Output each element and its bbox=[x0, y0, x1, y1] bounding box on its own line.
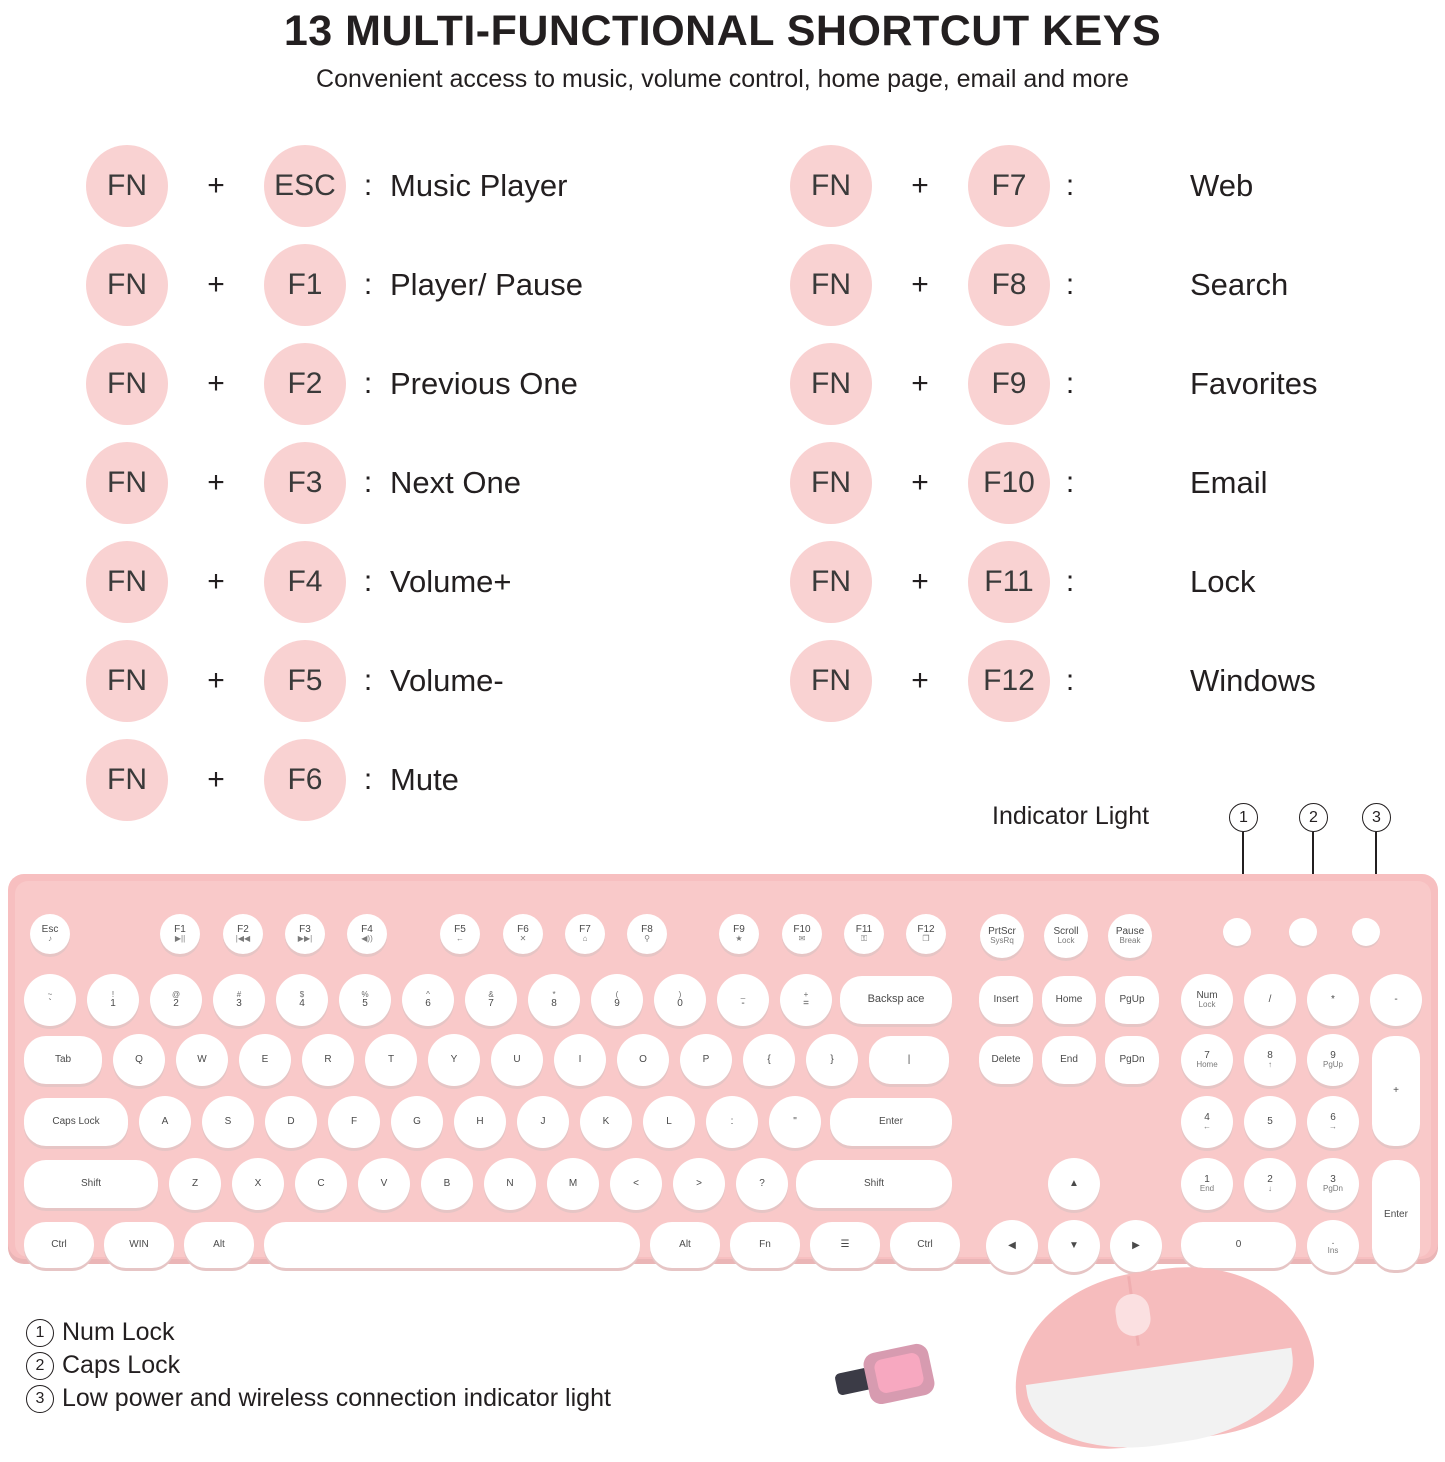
plus-sign: + bbox=[207, 267, 225, 301]
key-toplabel: # bbox=[236, 989, 242, 999]
key-d[interactable]: D bbox=[265, 1096, 317, 1148]
shortcut-column-left bbox=[86, 136, 583, 829]
key-arrow-up[interactable]: ▲ bbox=[1048, 1158, 1100, 1210]
fn-key: FN bbox=[790, 244, 872, 326]
key-sublabel: ◀)) bbox=[361, 934, 373, 944]
fn-key: FN bbox=[86, 343, 168, 425]
fn-key: FN bbox=[86, 244, 168, 326]
key-numpad-multiply[interactable]: * bbox=[1307, 974, 1359, 1026]
key-semicolon[interactable]: : bbox=[706, 1096, 758, 1148]
key-f7[interactable] bbox=[565, 914, 605, 954]
key-pgdn[interactable]: PgDn bbox=[1105, 1036, 1159, 1084]
key-2[interactable] bbox=[150, 974, 202, 1026]
shortcut-key: F1 bbox=[264, 244, 346, 326]
key-numpad-3[interactable] bbox=[1307, 1158, 1359, 1210]
shortcut-list bbox=[0, 136, 1445, 836]
key-arrow-right[interactable]: ▶ bbox=[1110, 1220, 1162, 1272]
usb-receiver bbox=[836, 1346, 932, 1406]
key-sublabel: End bbox=[1199, 1184, 1215, 1194]
shortcut-row bbox=[86, 235, 583, 334]
plus-sign: + bbox=[911, 366, 929, 400]
legend bbox=[26, 1318, 826, 1417]
shortcut-row bbox=[790, 136, 1317, 235]
key-p[interactable]: P bbox=[680, 1034, 732, 1086]
shortcut-action: Favorites bbox=[1190, 365, 1318, 401]
plus-sign: + bbox=[207, 762, 225, 796]
legend-item bbox=[26, 1384, 826, 1413]
shortcut-action: Lock bbox=[1190, 563, 1256, 599]
plus-sign: + bbox=[207, 663, 225, 697]
key-win[interactable]: WIN bbox=[104, 1222, 174, 1268]
key-f9[interactable] bbox=[719, 914, 759, 954]
key-s[interactable]: S bbox=[202, 1096, 254, 1148]
colon: : bbox=[1065, 366, 1075, 400]
shortcut-action: Next One bbox=[390, 464, 521, 500]
shortcut-key: F7 bbox=[968, 145, 1050, 227]
key-numpad-divide[interactable]: / bbox=[1244, 974, 1296, 1026]
key-numpad-1[interactable] bbox=[1181, 1158, 1233, 1210]
key-label: 7 bbox=[488, 997, 494, 1009]
key-print-screen[interactable] bbox=[980, 914, 1024, 958]
key-i[interactable]: I bbox=[554, 1034, 606, 1086]
plus-sign: + bbox=[911, 465, 929, 499]
key-f11[interactable] bbox=[844, 914, 884, 954]
key-toplabel: ( bbox=[615, 989, 619, 999]
key-menu[interactable]: ☰ bbox=[810, 1222, 880, 1268]
legend-marker-3: 3 bbox=[26, 1385, 54, 1413]
key-num-lock[interactable] bbox=[1181, 974, 1233, 1026]
key-f1[interactable] bbox=[160, 914, 200, 954]
key-sublabel: ↓ bbox=[1268, 1184, 1272, 1194]
legend-item bbox=[26, 1351, 826, 1380]
legend-text: Low power and wireless connection indicator light bbox=[62, 1384, 611, 1412]
colon: : bbox=[363, 168, 373, 202]
key-label: 1 bbox=[1204, 1173, 1210, 1185]
colon: : bbox=[1065, 267, 1075, 301]
key-bracket-left[interactable]: { bbox=[743, 1034, 795, 1086]
fn-key: FN bbox=[86, 640, 168, 722]
key-y[interactable]: Y bbox=[428, 1034, 480, 1086]
shortcut-key: F4 bbox=[264, 541, 346, 623]
shortcut-action: Music Player bbox=[390, 167, 568, 203]
key-label: 4 bbox=[1204, 1111, 1210, 1123]
shortcut-row bbox=[86, 334, 583, 433]
fn-key: FN bbox=[86, 145, 168, 227]
fn-key: FN bbox=[86, 442, 168, 524]
key-backtick[interactable] bbox=[24, 974, 76, 1026]
colon: : bbox=[363, 564, 373, 598]
fn-key: FN bbox=[790, 442, 872, 524]
key-f4[interactable] bbox=[347, 914, 387, 954]
key-sublabel: PgUp bbox=[1322, 1060, 1343, 1070]
key-toplabel: ! bbox=[111, 989, 115, 999]
key-f10[interactable] bbox=[782, 914, 822, 954]
key-label: F9 bbox=[733, 923, 745, 935]
fn-key: FN bbox=[790, 541, 872, 623]
key-sublabel: ★ bbox=[735, 934, 743, 944]
key-sublabel: → bbox=[1329, 1122, 1337, 1132]
shortcut-row bbox=[86, 631, 583, 730]
key-numpad-minus[interactable]: - bbox=[1370, 974, 1422, 1026]
key-7[interactable] bbox=[465, 974, 517, 1026]
key-label: 3 bbox=[236, 997, 242, 1009]
shortcut-key: F12 bbox=[968, 640, 1050, 722]
key-label: 3 bbox=[1330, 1173, 1336, 1185]
key-ctrl-right[interactable]: Ctrl bbox=[890, 1222, 960, 1268]
key-sublabel: ↑ bbox=[1268, 1060, 1272, 1070]
shortcut-row bbox=[86, 433, 583, 532]
key-shift-left[interactable]: Shift bbox=[24, 1160, 158, 1208]
key-r[interactable]: R bbox=[302, 1034, 354, 1086]
key-space[interactable] bbox=[264, 1222, 640, 1268]
key-sublabel: ✉ bbox=[798, 934, 806, 944]
key-ctrl-left[interactable]: Ctrl bbox=[24, 1222, 94, 1268]
key-label: 2 bbox=[1267, 1173, 1273, 1185]
key-label: F5 bbox=[454, 923, 466, 935]
fn-key: FN bbox=[86, 541, 168, 623]
shortcut-row bbox=[86, 730, 583, 829]
plus-sign: + bbox=[207, 168, 225, 202]
key-l[interactable]: L bbox=[643, 1096, 695, 1148]
key-sublabel: Break bbox=[1119, 936, 1141, 946]
key-slash[interactable]: ? bbox=[736, 1158, 788, 1210]
key-toplabel: $ bbox=[299, 989, 305, 999]
key-f2[interactable] bbox=[223, 914, 263, 954]
key-tab[interactable]: Tab bbox=[24, 1036, 102, 1084]
key-label: = bbox=[803, 997, 809, 1009]
fn-key: FN bbox=[86, 739, 168, 821]
plus-sign: + bbox=[207, 564, 225, 598]
key-6[interactable] bbox=[402, 974, 454, 1026]
legend-marker-2: 2 bbox=[26, 1352, 54, 1380]
shortcut-row bbox=[86, 532, 583, 631]
shortcut-action: Volume- bbox=[390, 662, 504, 698]
shortcut-key: F3 bbox=[264, 442, 346, 524]
shortcut-key: F11 bbox=[968, 541, 1050, 623]
key-label: 4 bbox=[299, 997, 305, 1009]
colon: : bbox=[1065, 564, 1075, 598]
key-e[interactable]: E bbox=[239, 1034, 291, 1086]
key-t[interactable]: T bbox=[365, 1034, 417, 1086]
key-label: F3 bbox=[299, 923, 311, 935]
key-backspace[interactable]: Backsp ace bbox=[840, 976, 952, 1024]
plus-sign: + bbox=[207, 366, 225, 400]
key-end[interactable]: End bbox=[1042, 1036, 1096, 1084]
key-numpad-0[interactable]: 0 bbox=[1181, 1222, 1296, 1268]
page-title: 13 MULTI-FUNCTIONAL SHORTCUT KEYS bbox=[283, 7, 1162, 55]
key-label: 2 bbox=[173, 997, 179, 1009]
key-sublabel: ← bbox=[456, 934, 464, 944]
plus-sign: + bbox=[911, 663, 929, 697]
key-label: F12 bbox=[917, 923, 935, 935]
colon: : bbox=[363, 465, 373, 499]
key-quote[interactable]: " bbox=[769, 1096, 821, 1148]
key-label: F1 bbox=[174, 923, 186, 935]
key-numpad-2[interactable] bbox=[1244, 1158, 1296, 1210]
shortcut-key: F8 bbox=[968, 244, 1050, 326]
key-toplabel: + bbox=[803, 989, 809, 999]
shortcut-action: Search bbox=[1190, 266, 1289, 302]
key-arrow-left[interactable]: ◀ bbox=[986, 1220, 1038, 1272]
shortcut-action: Windows bbox=[1190, 662, 1316, 698]
key-label: F7 bbox=[579, 923, 591, 935]
legend-text: Caps Lock bbox=[62, 1351, 181, 1379]
key-toplabel: & bbox=[488, 989, 494, 999]
key-toplabel: ^ bbox=[426, 989, 430, 999]
shortcut-key: F10 bbox=[968, 442, 1050, 524]
shortcut-key: F6 bbox=[264, 739, 346, 821]
key-comma[interactable]: < bbox=[610, 1158, 662, 1210]
key-label: PrtScr bbox=[988, 925, 1016, 937]
colon: : bbox=[363, 366, 373, 400]
key-pause-break[interactable] bbox=[1108, 914, 1152, 958]
key-sublabel: PgDn bbox=[1322, 1184, 1343, 1194]
key-toplabel: % bbox=[361, 989, 369, 999]
key-label: F11 bbox=[855, 923, 873, 935]
plus-sign: + bbox=[911, 267, 929, 301]
key-label: 9 bbox=[1330, 1049, 1336, 1061]
key-a[interactable]: A bbox=[139, 1096, 191, 1148]
key-o[interactable]: O bbox=[617, 1034, 669, 1086]
key-label: F6 bbox=[517, 923, 529, 935]
key-sublabel: ▶▶| bbox=[297, 934, 313, 944]
key-insert[interactable]: Insert bbox=[979, 976, 1033, 1024]
key-label: 8 bbox=[1267, 1049, 1273, 1061]
key-sublabel: Lock bbox=[1198, 1000, 1216, 1010]
key-sublabel: ⌂ bbox=[582, 934, 588, 944]
key-x[interactable]: X bbox=[232, 1158, 284, 1210]
key-scroll-lock[interactable] bbox=[1044, 914, 1088, 958]
key-n[interactable]: N bbox=[484, 1158, 536, 1210]
key-label: ` bbox=[48, 997, 52, 1009]
key-sublabel: ❐ bbox=[922, 934, 930, 944]
key-label: 6 bbox=[425, 997, 431, 1009]
shortcut-action: Mute bbox=[390, 761, 459, 797]
legend-text: Num Lock bbox=[62, 1318, 175, 1346]
key-label: . bbox=[1331, 1235, 1335, 1247]
key-z[interactable]: Z bbox=[169, 1158, 221, 1210]
key-sublabel: Ins bbox=[1327, 1246, 1339, 1256]
key-b[interactable]: B bbox=[421, 1158, 473, 1210]
key-0[interactable] bbox=[654, 974, 706, 1026]
key-label: F2 bbox=[237, 923, 249, 935]
key-toplabel: ) bbox=[678, 989, 682, 999]
shortcut-row bbox=[790, 433, 1317, 532]
key-numpad-8[interactable] bbox=[1244, 1034, 1296, 1086]
shortcut-row bbox=[86, 136, 583, 235]
key-g[interactable]: G bbox=[391, 1096, 443, 1148]
plus-sign: + bbox=[207, 465, 225, 499]
key-sublabel: ← bbox=[1203, 1122, 1211, 1132]
colon: : bbox=[363, 663, 373, 697]
colon: : bbox=[1065, 663, 1075, 697]
colon: : bbox=[363, 267, 373, 301]
plus-sign: + bbox=[911, 564, 929, 598]
key-j[interactable]: J bbox=[517, 1096, 569, 1148]
key-delete[interactable]: Delete bbox=[979, 1036, 1033, 1084]
callout-marker-1: 1 bbox=[1229, 803, 1258, 832]
plus-sign: + bbox=[911, 168, 929, 202]
key-esc[interactable] bbox=[30, 914, 70, 954]
key-sublabel: ⚿ bbox=[860, 934, 868, 944]
key-equals[interactable] bbox=[780, 974, 832, 1026]
key-c[interactable]: C bbox=[295, 1158, 347, 1210]
colon: : bbox=[1065, 465, 1075, 499]
legend-marker-1: 1 bbox=[26, 1319, 54, 1347]
shortcut-key: ESC bbox=[264, 145, 346, 227]
page-subtitle: Convenient access to music, volume control, home page, email and more bbox=[316, 65, 1129, 94]
shortcut-action: Web bbox=[1190, 167, 1254, 203]
key-label: 5 bbox=[1267, 1115, 1273, 1127]
shortcut-key: F5 bbox=[264, 640, 346, 722]
key-label: 6 bbox=[1330, 1111, 1336, 1123]
key-m[interactable]: M bbox=[547, 1158, 599, 1210]
key-label: F4 bbox=[361, 923, 373, 935]
colon: : bbox=[363, 762, 373, 796]
wireless-mouse bbox=[1012, 1270, 1312, 1445]
key-f12[interactable] bbox=[906, 914, 946, 954]
shortcut-row bbox=[790, 334, 1317, 433]
key-backslash[interactable]: | bbox=[869, 1036, 949, 1084]
key-arrow-down[interactable]: ▼ bbox=[1048, 1220, 1100, 1272]
key-toplabel: ~ bbox=[47, 989, 53, 999]
key-label: 8 bbox=[551, 997, 557, 1009]
key-1[interactable] bbox=[87, 974, 139, 1026]
legend-item bbox=[26, 1318, 826, 1347]
key-f6[interactable] bbox=[503, 914, 543, 954]
shortcut-row bbox=[790, 235, 1317, 334]
key-shift-right[interactable]: Shift bbox=[796, 1160, 952, 1208]
key-numpad-4[interactable] bbox=[1181, 1096, 1233, 1148]
key-label: 0 bbox=[677, 997, 683, 1009]
key-numpad-plus[interactable]: + bbox=[1372, 1036, 1420, 1146]
key-home[interactable]: Home bbox=[1042, 976, 1096, 1024]
key-period[interactable]: > bbox=[673, 1158, 725, 1210]
led-power bbox=[1352, 918, 1380, 946]
callout-marker-2: 2 bbox=[1299, 803, 1328, 832]
shortcut-column-right bbox=[790, 136, 1317, 730]
key-numpad-6[interactable] bbox=[1307, 1096, 1359, 1148]
key-label: Esc bbox=[41, 923, 59, 935]
key-f3[interactable] bbox=[285, 914, 325, 954]
key-numpad-7[interactable] bbox=[1181, 1034, 1233, 1086]
key-sublabel: |◀◀ bbox=[235, 934, 251, 944]
key-sublabel: SysRq bbox=[990, 936, 1014, 946]
key-q[interactable]: Q bbox=[113, 1034, 165, 1086]
key-label: Pause bbox=[1115, 925, 1145, 937]
key-pgup[interactable]: PgUp bbox=[1105, 976, 1159, 1024]
shortcut-row bbox=[790, 631, 1317, 730]
fn-key: FN bbox=[790, 145, 872, 227]
key-f[interactable]: F bbox=[328, 1096, 380, 1148]
key-numpad-decimal[interactable] bbox=[1307, 1220, 1359, 1272]
shortcut-key: F9 bbox=[968, 343, 1050, 425]
fn-key: FN bbox=[790, 343, 872, 425]
key-f5[interactable] bbox=[440, 914, 480, 954]
key-label: - bbox=[741, 997, 745, 1009]
key-sublabel: ♪ bbox=[48, 934, 52, 944]
key-4[interactable] bbox=[276, 974, 328, 1026]
key-alt-left[interactable]: Alt bbox=[184, 1222, 254, 1268]
key-label: Num bbox=[1196, 989, 1218, 1001]
key-toplabel: _ bbox=[740, 989, 746, 999]
key-8[interactable] bbox=[528, 974, 580, 1026]
key-v[interactable]: V bbox=[358, 1158, 410, 1210]
key-sublabel: Home bbox=[1196, 1060, 1218, 1070]
key-label: 1 bbox=[110, 997, 116, 1009]
shortcut-action: Email bbox=[1190, 464, 1268, 500]
key-label: Scroll bbox=[1053, 925, 1079, 937]
key-f8[interactable] bbox=[627, 914, 667, 954]
key-toplabel: * bbox=[552, 989, 556, 999]
key-numpad-5[interactable] bbox=[1244, 1096, 1296, 1148]
key-minus[interactable] bbox=[717, 974, 769, 1026]
key-sublabel: ⚲ bbox=[644, 934, 650, 944]
fn-key: FN bbox=[790, 640, 872, 722]
key-sublabel: ✕ bbox=[519, 934, 527, 944]
key-5[interactable] bbox=[339, 974, 391, 1026]
colon: : bbox=[1065, 168, 1075, 202]
shortcut-action: Volume+ bbox=[390, 563, 512, 599]
key-u[interactable]: U bbox=[491, 1034, 543, 1086]
key-numpad-9[interactable] bbox=[1307, 1034, 1359, 1086]
key-fn[interactable]: Fn bbox=[730, 1222, 800, 1268]
key-h[interactable]: H bbox=[454, 1096, 506, 1148]
key-label: F10 bbox=[793, 923, 811, 935]
key-label: 7 bbox=[1204, 1049, 1210, 1061]
key-sublabel: Lock bbox=[1057, 936, 1075, 946]
led-caps-lock bbox=[1289, 918, 1317, 946]
led-num-lock bbox=[1223, 918, 1251, 946]
key-label: F8 bbox=[641, 923, 653, 935]
key-w[interactable]: W bbox=[176, 1034, 228, 1086]
indicator-light-label: Indicator Light bbox=[992, 802, 1150, 830]
shortcut-action: Previous One bbox=[390, 365, 578, 401]
shortcut-row bbox=[790, 532, 1317, 631]
shortcut-action: Player/ Pause bbox=[390, 266, 583, 302]
shortcut-key: F2 bbox=[264, 343, 346, 425]
keyboard-illustration bbox=[8, 874, 1438, 1270]
key-bracket-right[interactable]: } bbox=[806, 1034, 858, 1086]
key-caps-lock[interactable]: Caps Lock bbox=[24, 1098, 128, 1146]
key-toplabel: @ bbox=[171, 989, 181, 999]
key-numpad-enter[interactable]: Enter bbox=[1372, 1160, 1420, 1270]
callout-marker-3: 3 bbox=[1362, 803, 1391, 832]
key-3[interactable] bbox=[213, 974, 265, 1026]
key-enter[interactable]: Enter bbox=[830, 1098, 952, 1146]
key-label: 5 bbox=[362, 997, 368, 1009]
key-k[interactable]: K bbox=[580, 1096, 632, 1148]
key-9[interactable] bbox=[591, 974, 643, 1026]
key-sublabel: ▶|| bbox=[174, 934, 186, 944]
key-label: 9 bbox=[614, 997, 620, 1009]
key-alt-right[interactable]: Alt bbox=[650, 1222, 720, 1268]
